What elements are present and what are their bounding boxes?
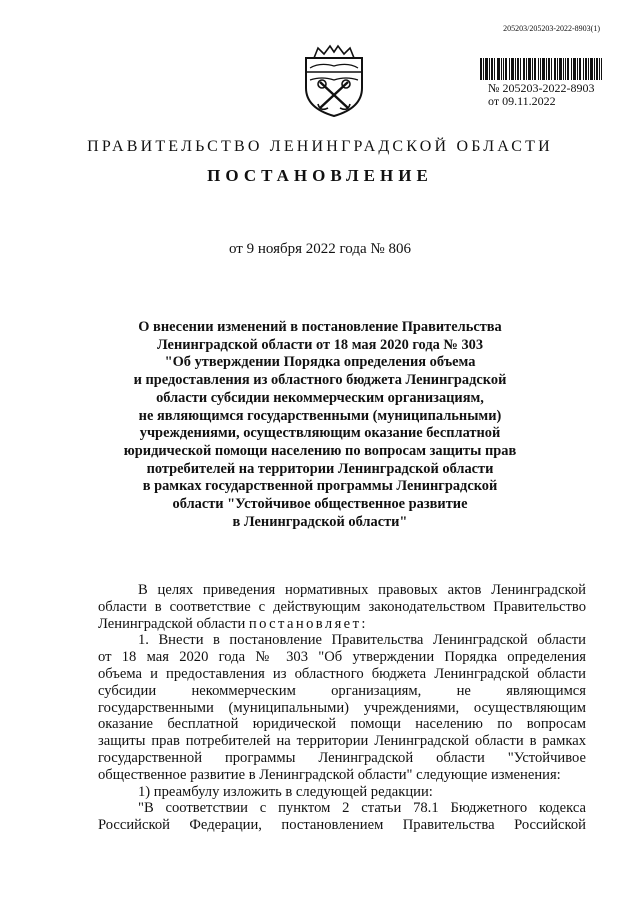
body-line: 1) преамбулу изложить в следующей редакции: <box>138 783 433 800</box>
heading-line: О внесении изменений в постановление Правительства <box>138 319 502 335</box>
body-line: 1. Внести в постановление Правительства Ленинградской области <box>138 632 586 649</box>
heading-line: и предоставления из областного бюджета Ленинградской <box>133 372 507 389</box>
heading-line: юридической помощи населению по вопросам защиты прав <box>123 442 517 459</box>
body-line: общественное развитие в Ленинградской области" следующие изменения: <box>98 766 561 783</box>
document-date-number: от 9 ноября 2022 года № 806 <box>229 241 411 257</box>
leningrad-oblast-coat-of-arms-icon <box>300 42 368 118</box>
resolves-word: постановляет: <box>248 615 368 632</box>
body-line: "В соответствии с пунктом 2 статьи 78.1 Бюджетного кодекса <box>138 800 586 817</box>
body-line: защиты прав потребителей на территории Ленинградской области в рамках <box>98 733 586 750</box>
barcode-icon <box>480 58 602 80</box>
body-line: субсидии некоммерческим организациям, не являющимся <box>98 682 586 699</box>
registry-code: 205203/205203-2022-8903(1) <box>503 24 600 33</box>
body-line: государственными (муниципальными) учреждениями, осуществляющим <box>98 699 586 716</box>
document-body <box>98 582 586 834</box>
body-text-fragment: Ленинградской области <box>98 615 249 632</box>
heading-line: учреждениями, осуществляющим оказание бесплатной <box>139 425 501 442</box>
document-type: ПОСТАНОВЛЕНИЕ <box>207 166 433 185</box>
body-line: В целях приведения нормативных правовых актов Ленинградской <box>138 582 586 598</box>
registration-number: № 205203-2022-8903 <box>488 81 595 95</box>
body-line: объема и предоставления из областного бюджета Ленинградской области <box>98 665 586 682</box>
heading-line: Ленинградской области от 18 мая 2020 года № 303 <box>156 336 484 353</box>
heading-line: "Об утверждении Порядка определения объема <box>164 354 476 371</box>
registration-block <box>488 82 594 108</box>
body-line: области в соответствие с действующим законодательством Правительство <box>98 598 586 615</box>
body-line: государственной программы Ленинградской области "Устойчивое <box>98 749 586 766</box>
heading-line: в рамках государственной программы Ленинградской <box>142 478 498 495</box>
heading-line: области "Устойчивое общественное развитие <box>172 496 468 513</box>
body-line: оказание бесплатной юридической помощи населению по вопросам <box>98 716 586 733</box>
heading-line: области субсидии некоммерческим организациям, <box>156 389 484 406</box>
heading-line: потребителей на территории Ленинградской области <box>146 460 494 477</box>
body-line: Российской Федерации, постановлением Правительства Российской <box>98 817 586 834</box>
registration-date: от 09.11.2022 <box>488 94 556 108</box>
heading-line: не являющимся государственными (муниципальными) <box>138 407 502 424</box>
body-line: от 18 мая 2020 года № 303 "Об утверждении Порядка определения <box>98 649 586 666</box>
issuer-title: ПРАВИТЕЛЬСТВО ЛЕНИНГРАДСКОЙ ОБЛАСТИ <box>87 138 553 155</box>
document-heading <box>100 319 540 531</box>
body-line <box>98 616 586 633</box>
heading-line: в Ленинградской области" <box>232 513 408 530</box>
